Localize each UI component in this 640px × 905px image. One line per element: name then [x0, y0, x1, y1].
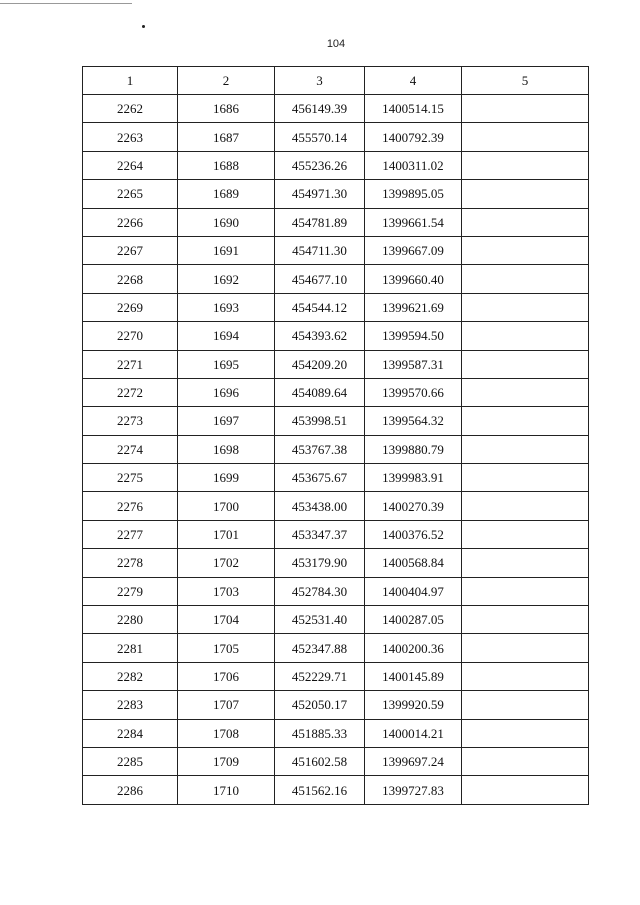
table-cell: 1692	[178, 265, 275, 293]
table-cell: 2282	[83, 662, 178, 690]
table-cell: 1702	[178, 549, 275, 577]
table-row	[83, 407, 589, 435]
table-cell: 1689	[178, 180, 275, 208]
table-cell	[462, 435, 589, 463]
table-cell: 1399920.59	[365, 691, 462, 719]
table-cell: 2277	[83, 520, 178, 548]
table-body	[83, 95, 589, 805]
table-cell	[462, 180, 589, 208]
table-cell: 454393.62	[275, 322, 365, 350]
coordinates-table	[82, 66, 589, 805]
table-cell	[462, 208, 589, 236]
table-cell: 2271	[83, 350, 178, 378]
table-cell: 1694	[178, 322, 275, 350]
table-cell: 2273	[83, 407, 178, 435]
table-cell	[462, 719, 589, 747]
column-header: 5	[462, 67, 589, 95]
table-cell: 453179.90	[275, 549, 365, 577]
table-cell: 1400145.89	[365, 662, 462, 690]
table-cell: 1700	[178, 492, 275, 520]
table-cell: 456149.39	[275, 95, 365, 123]
table-cell: 1696	[178, 378, 275, 406]
table-cell	[462, 520, 589, 548]
table-cell	[462, 776, 589, 804]
table-cell: 2262	[83, 95, 178, 123]
table-cell	[462, 236, 589, 264]
table-cell: 454711.30	[275, 236, 365, 264]
scan-dot-mark	[142, 25, 145, 28]
table-cell: 1709	[178, 747, 275, 775]
table-cell: 452050.17	[275, 691, 365, 719]
table-cell	[462, 747, 589, 775]
table-cell: 2272	[83, 378, 178, 406]
table-cell	[462, 492, 589, 520]
table-cell: 454677.10	[275, 265, 365, 293]
table-cell	[462, 265, 589, 293]
table-row	[83, 151, 589, 179]
table-cell: 1701	[178, 520, 275, 548]
table-cell: 2263	[83, 123, 178, 151]
table-cell: 454089.64	[275, 378, 365, 406]
table-cell: 1399621.69	[365, 293, 462, 321]
table-row	[83, 747, 589, 775]
table-cell: 451602.58	[275, 747, 365, 775]
table-cell: 2275	[83, 464, 178, 492]
table-cell: 452784.30	[275, 577, 365, 605]
table-row	[83, 180, 589, 208]
table-cell: 452229.71	[275, 662, 365, 690]
table-cell	[462, 606, 589, 634]
table-row	[83, 464, 589, 492]
table-cell: 2269	[83, 293, 178, 321]
table-cell	[462, 407, 589, 435]
table-cell: 453675.67	[275, 464, 365, 492]
table-cell: 1399661.54	[365, 208, 462, 236]
table-cell: 1686	[178, 95, 275, 123]
table-cell: 1691	[178, 236, 275, 264]
table-cell: 454971.30	[275, 180, 365, 208]
table-cell: 454209.20	[275, 350, 365, 378]
table-cell: 2267	[83, 236, 178, 264]
table-row	[83, 634, 589, 662]
table-cell	[462, 634, 589, 662]
scan-top-rule	[0, 3, 132, 4]
table-cell: 452347.88	[275, 634, 365, 662]
table-header-row	[83, 67, 589, 95]
table-cell: 1704	[178, 606, 275, 634]
table-cell: 1708	[178, 719, 275, 747]
table-row	[83, 691, 589, 719]
table-cell: 1690	[178, 208, 275, 236]
table-row	[83, 95, 589, 123]
table-cell: 2270	[83, 322, 178, 350]
table-row	[83, 378, 589, 406]
table-cell: 452531.40	[275, 606, 365, 634]
table-cell: 453347.37	[275, 520, 365, 548]
table-cell: 2280	[83, 606, 178, 634]
table-cell	[462, 577, 589, 605]
table-cell: 1399895.05	[365, 180, 462, 208]
table-cell	[462, 151, 589, 179]
table-cell: 1687	[178, 123, 275, 151]
table-cell: 455236.26	[275, 151, 365, 179]
table-cell: 1688	[178, 151, 275, 179]
table-cell: 2266	[83, 208, 178, 236]
table-row	[83, 236, 589, 264]
column-header: 4	[365, 67, 462, 95]
table-row	[83, 322, 589, 350]
table-cell: 2284	[83, 719, 178, 747]
table-row	[83, 549, 589, 577]
table-cell: 1697	[178, 407, 275, 435]
table-cell: 1399983.91	[365, 464, 462, 492]
table-cell: 1399570.66	[365, 378, 462, 406]
table-cell: 1705	[178, 634, 275, 662]
table-cell: 2283	[83, 691, 178, 719]
table-row	[83, 123, 589, 151]
table-cell: 2278	[83, 549, 178, 577]
table-cell: 451562.16	[275, 776, 365, 804]
table-row	[83, 293, 589, 321]
table-cell	[462, 691, 589, 719]
table-cell: 2281	[83, 634, 178, 662]
table-cell	[462, 549, 589, 577]
table-row	[83, 719, 589, 747]
table-cell: 2286	[83, 776, 178, 804]
table-row	[83, 265, 589, 293]
table-cell: 1399660.40	[365, 265, 462, 293]
table-cell: 1698	[178, 435, 275, 463]
table-row	[83, 520, 589, 548]
table-cell: 1400568.84	[365, 549, 462, 577]
table-cell: 1699	[178, 464, 275, 492]
table-cell: 1400514.15	[365, 95, 462, 123]
table-cell: 1400270.39	[365, 492, 462, 520]
table-cell: 1710	[178, 776, 275, 804]
table-cell	[462, 464, 589, 492]
table-cell: 1400287.05	[365, 606, 462, 634]
table-row	[83, 492, 589, 520]
table-cell: 1703	[178, 577, 275, 605]
table-cell	[462, 293, 589, 321]
table-cell	[462, 378, 589, 406]
table-cell: 1400014.21	[365, 719, 462, 747]
table-cell: 2279	[83, 577, 178, 605]
table-cell: 2274	[83, 435, 178, 463]
table-row	[83, 662, 589, 690]
table-cell: 1399727.83	[365, 776, 462, 804]
table-cell: 453767.38	[275, 435, 365, 463]
table-cell: 2268	[83, 265, 178, 293]
table-cell	[462, 662, 589, 690]
table-cell: 1400311.02	[365, 151, 462, 179]
column-header: 3	[275, 67, 365, 95]
table-cell: 1695	[178, 350, 275, 378]
table-cell: 1693	[178, 293, 275, 321]
table-cell: 1399594.50	[365, 322, 462, 350]
table-cell: 1399564.32	[365, 407, 462, 435]
table-cell: 454544.12	[275, 293, 365, 321]
table-cell: 1400792.39	[365, 123, 462, 151]
table-cell: 451885.33	[275, 719, 365, 747]
table-cell: 1399587.31	[365, 350, 462, 378]
table-cell: 1399667.09	[365, 236, 462, 264]
table-cell: 455570.14	[275, 123, 365, 151]
table-cell: 2264	[83, 151, 178, 179]
table-cell: 1400200.36	[365, 634, 462, 662]
table-row	[83, 577, 589, 605]
table-cell: 2265	[83, 180, 178, 208]
table-cell	[462, 322, 589, 350]
table-cell: 454781.89	[275, 208, 365, 236]
page-number: 104	[326, 38, 346, 50]
table-cell	[462, 95, 589, 123]
table-cell: 1706	[178, 662, 275, 690]
table-cell: 1399880.79	[365, 435, 462, 463]
column-header: 2	[178, 67, 275, 95]
table-row	[83, 208, 589, 236]
table-cell: 453438.00	[275, 492, 365, 520]
table-cell: 1399697.24	[365, 747, 462, 775]
table-cell	[462, 350, 589, 378]
table-cell: 2285	[83, 747, 178, 775]
column-header: 1	[83, 67, 178, 95]
table-cell: 2276	[83, 492, 178, 520]
table-row	[83, 435, 589, 463]
table-cell: 1400376.52	[365, 520, 462, 548]
table-cell: 1400404.97	[365, 577, 462, 605]
table-row	[83, 606, 589, 634]
table-cell: 453998.51	[275, 407, 365, 435]
table-row	[83, 350, 589, 378]
table-row	[83, 776, 589, 804]
table-cell: 1707	[178, 691, 275, 719]
table-cell	[462, 123, 589, 151]
